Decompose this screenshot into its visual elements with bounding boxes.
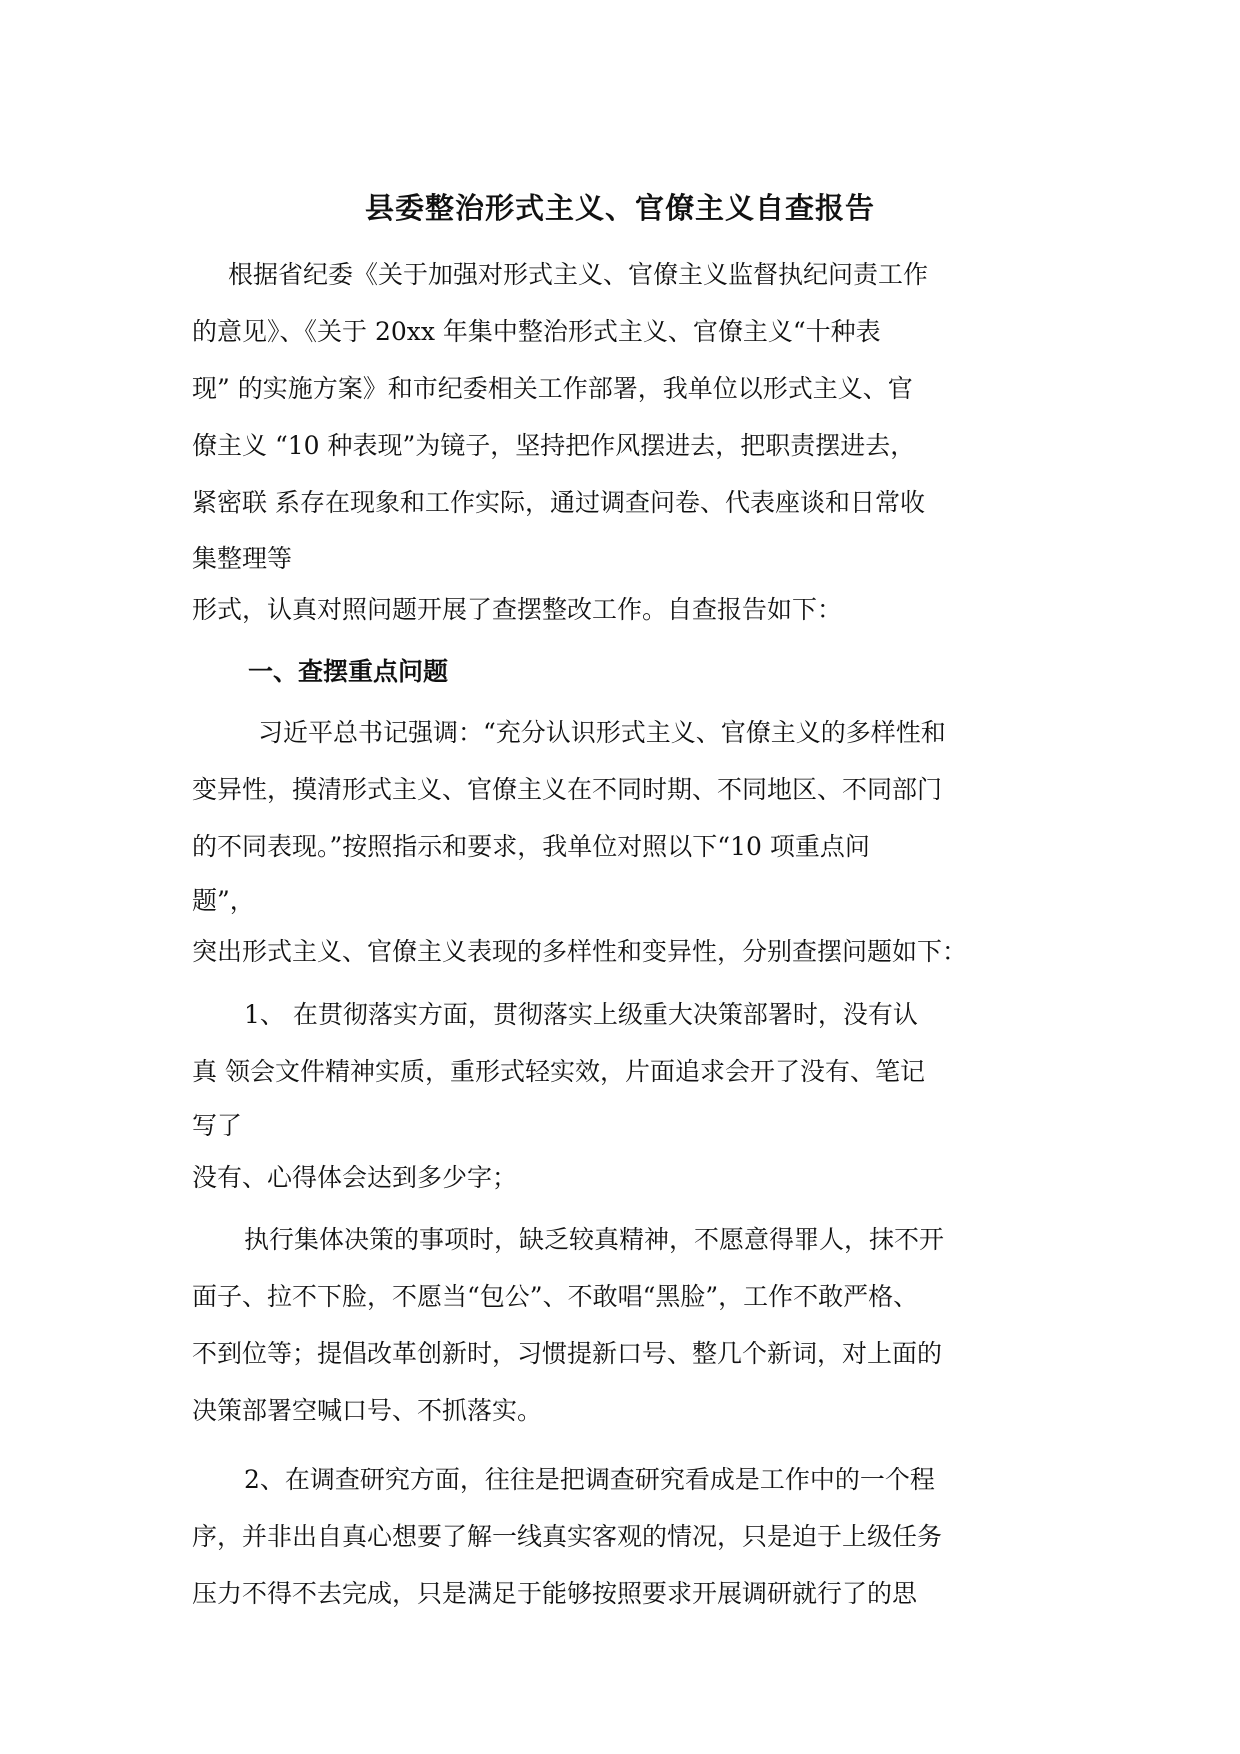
paragraph-line: 习近平总书记强调：“充分认识形式主义、官僚主义的多样性和 xyxy=(258,718,946,747)
paragraph-line: 写了 xyxy=(192,1111,243,1140)
paragraph-line: 没有、心得体会达到多少字； xyxy=(192,1163,518,1192)
paragraph-line: 执行集体决策的事项时，缺乏较真精神，不愿意得罪人，抹不开 xyxy=(244,1225,945,1254)
paragraph-line: 1、 在贯彻落实方面，贯彻落实上级重大决策部署时，没有认 xyxy=(244,1000,918,1029)
paragraph-line: 现” 的实施方案》和市纪委相关工作部署，我单位以形式主义、官 xyxy=(192,374,913,403)
paragraph-line: 形式，认真对照问题开展了查摆整改工作。自查报告如下： xyxy=(192,595,843,624)
paragraph-line: 面子、拉不下脸，不愿当“包公”、不敢唱“黑脸”，工作不敢严格、 xyxy=(192,1282,919,1311)
document-title: 县委整治形式主义、官僚主义自查报告 xyxy=(364,191,875,225)
paragraph-line: 真 领会文件精神实质，重形式轻实效，片面追求会开了没有、笔记 xyxy=(192,1057,925,1086)
paragraph-line: 不到位等；提倡改革创新时，习惯提新口号、整几个新词，对上面的 xyxy=(192,1339,943,1368)
paragraph-line: 紧密联 系存在现象和工作实际，通过调查问卷、代表座谈和日常收 xyxy=(192,488,925,517)
paragraph-line: 变异性，摸清形式主义、官僚主义在不同时期、不同地区、不同部门 xyxy=(192,775,943,804)
paragraph-line: 题”， xyxy=(192,886,255,915)
paragraph-line: 决策部署空喊口号、不抓落实。 xyxy=(192,1396,543,1425)
paragraph-line: 根据省纪委《关于加强对形式主义、官僚主义监督执纪问责工作 xyxy=(228,260,929,289)
paragraph-line: 序，并非出自真心想要了解一线真实客观的情况，只是迫于上级任务 xyxy=(192,1522,943,1551)
section-heading: 一、查摆重点问题 xyxy=(248,657,449,686)
paragraph-line: 2、在调查研究方面，往往是把调查研究看成是工作中的一个程 xyxy=(244,1465,935,1494)
paragraph-line: 压力不得不去完成，只是满足于能够按照要求开展调研就行了的思 xyxy=(192,1579,918,1608)
paragraph-line: 的意见》、《关于 20xx 年集中整治形式主义、官僚主义“十种表 xyxy=(192,317,881,346)
paragraph-line: 突出形式主义、官僚主义表现的多样性和变异性，分别查摆问题如下： xyxy=(192,937,968,966)
paragraph-line: 僚主义 “10 种表现”为镜子，坚持把作风摆进去，把职责摆进去， xyxy=(192,431,916,460)
paragraph-line: 集整理等 xyxy=(192,544,293,573)
paragraph-line: 的不同表现。”按照指示和要求，我单位对照以下“10 项重点问 xyxy=(192,832,870,861)
